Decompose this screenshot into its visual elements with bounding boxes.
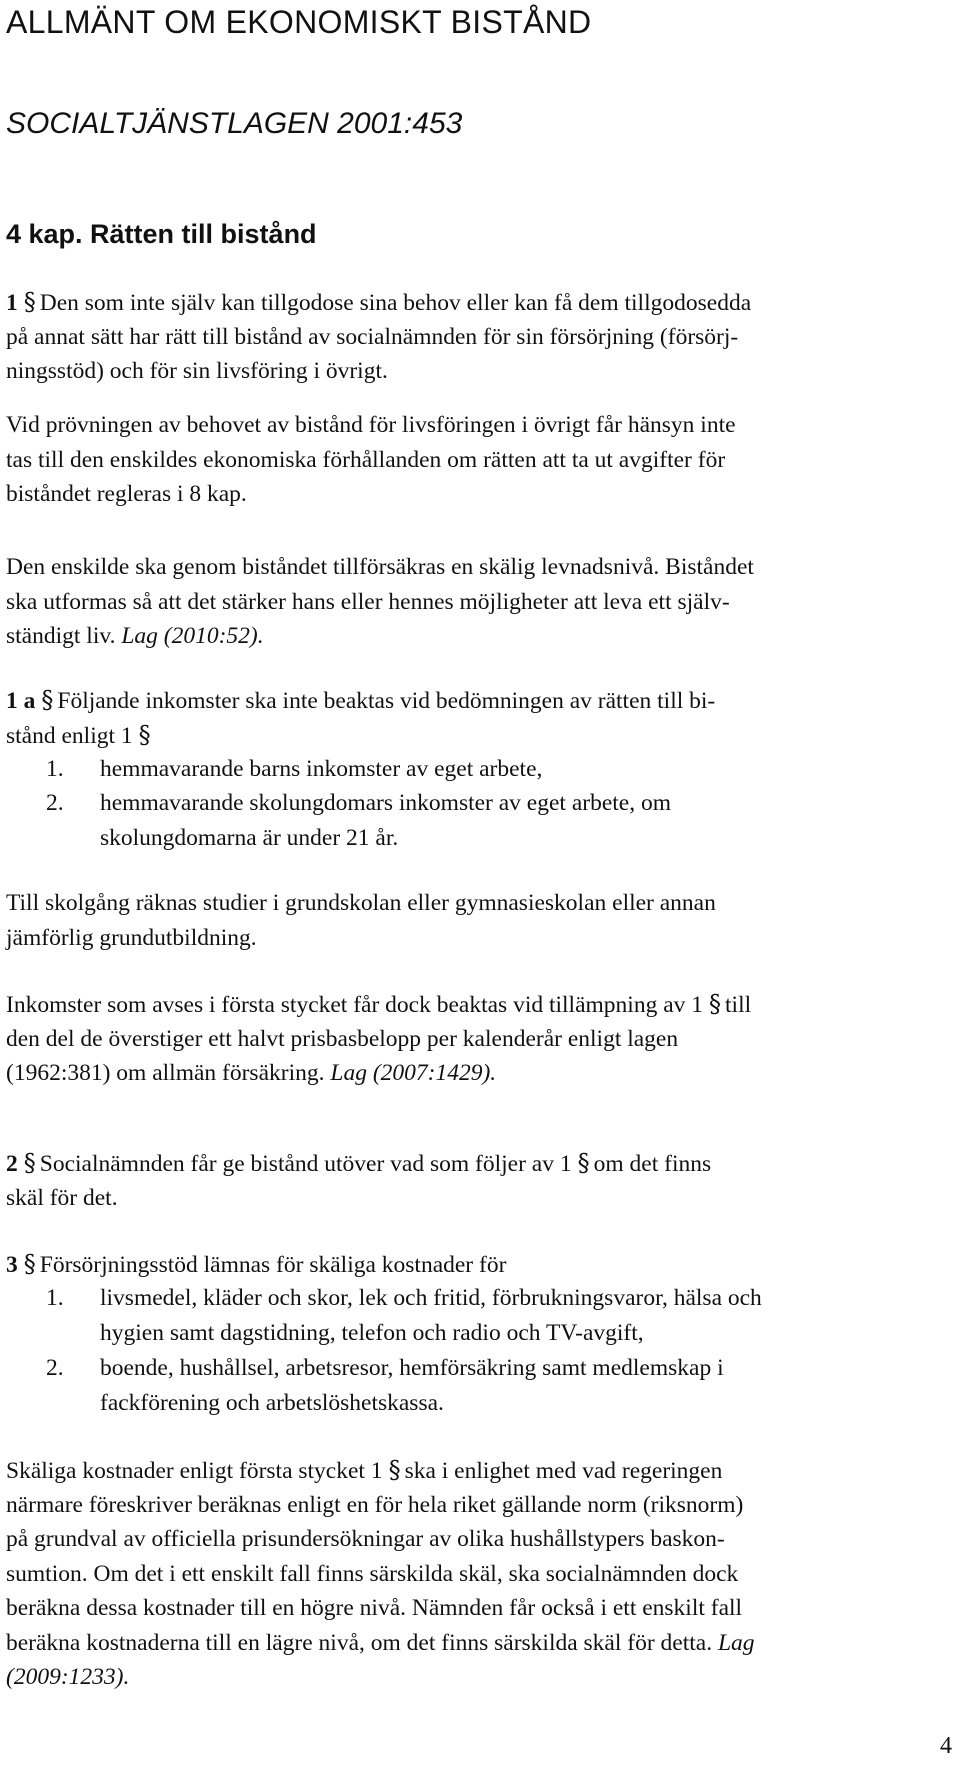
text: ska i enlighet med vad regeringen [404, 1458, 723, 1484]
section-sign-icon: § [709, 990, 722, 1018]
list-item-text: hygien samt dagstidning, telefon och radio och TV-avgift, [100, 1320, 644, 1346]
section-2-paragraph [6, 1146, 926, 1215]
text: till [725, 992, 752, 1018]
section-sign-icon: § [23, 1250, 36, 1278]
section-number: 3 [6, 1252, 18, 1278]
text-line [6, 987, 926, 1022]
text-line: ningsstöd) och för sin livsföring i övrigt. [6, 358, 388, 384]
text-line: beräkna dessa kostnader till en högre nivå. Nämnden får också i ett enskilt fall [6, 1595, 743, 1621]
text-line [6, 619, 926, 654]
section-sign-icon: § [138, 720, 151, 749]
section-sign-icon: § [23, 288, 36, 316]
text-line: biståndet regleras i 8 kap. [6, 481, 247, 507]
list-item-text: hemmavarande skolungdomars inkomster av eget arbete, om [100, 790, 671, 816]
text: Följande inkomster ska inte beaktas vid bedömningen av rätten till bi- [57, 688, 716, 714]
document-title: ALLMÄNT OM EKONOMISKT BISTÅND [6, 4, 592, 40]
text-line [6, 1056, 926, 1091]
text-line: Till skolgång räknas studier i grundskolan eller gymnasieskolan eller annan [6, 890, 716, 916]
text: stånd enligt 1 [6, 722, 133, 749]
text-line [6, 1453, 926, 1488]
section-1-paragraph-2 [6, 408, 926, 512]
section-1-paragraph [6, 285, 926, 389]
law-reference: Lag (2007:1429). [330, 1060, 497, 1086]
section-1a-paragraph-3 [6, 987, 926, 1091]
text-line: på grundval av officiella prisundersökningar av olika hushållstypers baskon- [6, 1526, 725, 1552]
list-item-text: boende, hushållsel, arbetsresor, hemförsäkring samt medlemskap i [100, 1355, 724, 1381]
text-line [6, 718, 926, 753]
text: Inkomster som avses i första stycket får dock beaktas vid tillämpning av 1 [6, 992, 704, 1018]
text-line [6, 1247, 926, 1282]
section-3-paragraph [6, 1247, 926, 1282]
text-line: på annat sätt har rätt till bistånd av socialnämnden för sin försörjning (försörj- [6, 323, 739, 350]
section-1a-paragraph-2 [6, 886, 926, 955]
text-line: den del de överstiger ett halvt prisbasbelopp per kalenderår enligt lagen [6, 1025, 679, 1052]
list-item-text: fackförening och arbetslöshetskassa. [100, 1390, 444, 1416]
law-reference: Lag [717, 1629, 755, 1656]
text-line [6, 1626, 926, 1661]
text: ständigt liv. [6, 623, 116, 649]
text-line: Den enskilde ska genom biståndet tillförsäkras en skälig levnadsnivå. Biståndet [6, 554, 754, 580]
document-subtitle: SOCIALTJÄNSTLAGEN 2001:453 [6, 107, 463, 140]
text-line: närmare föreskriver beräknas enligt en för hela riket gällande norm (riksnorm) [6, 1491, 744, 1518]
list-item-text: hemmavarande barns inkomster av eget arbete, [100, 756, 543, 782]
section-number: 2 [6, 1151, 18, 1177]
text-line [6, 285, 926, 320]
chapter-heading: 4 kap. Rätten till bistånd [6, 219, 317, 249]
text: Socialnämnden får ge bistånd utöver vad som följer av 1 [39, 1151, 572, 1177]
text: Skäliga kostnader enligt första stycket 1 [6, 1458, 383, 1484]
text-line: ska utformas så att det stärker hans eller hennes möjligheter att leva ett själv- [6, 588, 730, 615]
list-number: 2. [46, 1355, 64, 1381]
list-item-text: skolungdomarna är under 21 år. [100, 825, 399, 851]
text-line [6, 1146, 926, 1181]
text-line: jämförlig grundutbildning. [6, 924, 257, 951]
text-line [6, 1660, 926, 1695]
text: om det finns [593, 1151, 712, 1177]
text-line: tas till den enskildes ekonomiska förhållanden om rätten att ta ut avgifter för [6, 446, 726, 473]
law-reference: (2009:1233). [6, 1664, 130, 1690]
section-number: 1 a [6, 688, 36, 714]
text-line [6, 683, 926, 718]
text: Försörjningsstöd lämnas för skäliga kostnader för [39, 1252, 507, 1278]
section-sign-icon: § [388, 1456, 401, 1484]
text: beräkna kostnaderna till en lägre nivå, om det finns särskilda skäl för detta. [6, 1629, 713, 1656]
text-line: Vid prövningen av behovet av bistånd för livsföringen i övrigt får hänsyn inte [6, 412, 736, 438]
section-sign-icon: § [577, 1149, 590, 1177]
section-number: 1 [6, 290, 18, 316]
text-line: sumtion. Om det i ett enskilt fall finns särskilda skäl, ska socialnämnden dock [6, 1560, 739, 1587]
text: Den som inte själv kan tillgodose sina behov eller kan få dem tillgodosedda [39, 290, 752, 316]
text: (1962:381) om allmän försäkring. [6, 1060, 325, 1086]
list-number: 2. [46, 790, 64, 816]
law-reference: Lag (2010:52). [121, 623, 264, 649]
page-number: 4 [940, 1733, 952, 1759]
list-number: 1. [46, 756, 64, 782]
section-3-paragraph-2 [6, 1453, 926, 1695]
section-sign-icon: § [41, 686, 54, 714]
section-sign-icon: § [23, 1149, 36, 1177]
text-line: skäl för det. [6, 1184, 118, 1211]
section-1a-paragraph [6, 683, 926, 752]
section-1-paragraph-3 [6, 550, 926, 654]
list-number: 1. [46, 1285, 64, 1311]
list-item-text: livsmedel, kläder och skor, lek och fritid, förbrukningsvaror, hälsa och [100, 1285, 762, 1311]
